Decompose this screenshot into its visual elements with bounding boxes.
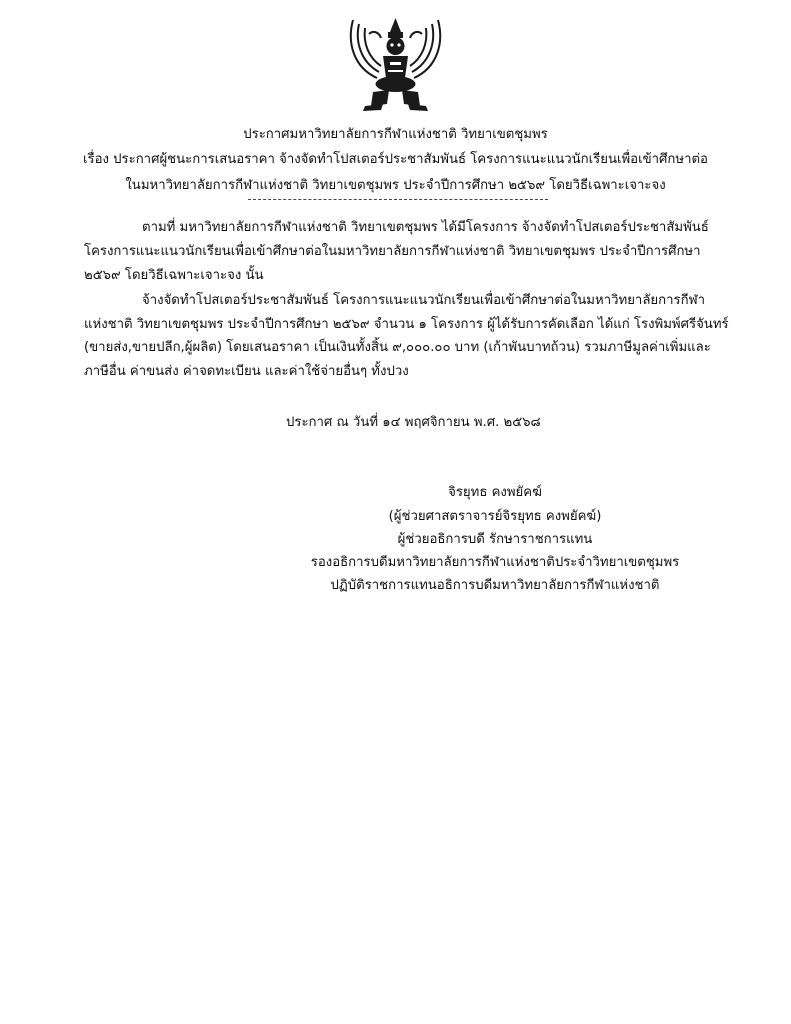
title-divider (248, 199, 548, 200)
announcement-date: ประกาศ ณ วันที่ ๑๔ พฤศจิกายน พ.ศ. ๒๕๖๘ (286, 415, 541, 430)
paragraph2-line4: ภาษีอื่น ค่าขนส่ง ค่าจดทะเบียน และค่าใช้จ่ายอื่นๆ ทั้งปวง (84, 364, 409, 379)
paragraph2-line1: จ้างจัดทำโปสเตอร์ประชาสัมพันธ์ โครงการแนะแนวนักเรียนเพื่อเข้าศึกษาต่อในมหาวิทยาลัยการกีฬา (142, 293, 706, 308)
subject-line-1: เรื่อง ประกาศผู้ชนะการเสนอราคา จ้างจัดทำโปสเตอร์ประชาสัมพันธ์ โครงการแนะแนวนักเรียนเพื่อเข้าศึกษาต่อ (83, 152, 708, 167)
garuda-emblem-icon (343, 12, 448, 117)
signer-position-3: ปฏิบัติราชการแทนอธิการบดีมหาวิทยาลัยการกีฬาแห่งชาติ (330, 578, 660, 593)
signer-position-1: ผู้ช่วยอธิการบดี รักษาราชการแทน (397, 532, 593, 547)
paragraph2-line2: แห่งชาติ วิทยาเขตชุมพร ประจำปีการศึกษา ๒๕๖๙ จำนวน ๑ โครงการ ผู้ได้รับการคัดเลือก ได้แก่ โรงพิมพ์ศรีจันทร์ (84, 317, 729, 332)
announcement-title: ประกาศมหาวิทยาลัยการกีฬาแห่งชาติ วิทยาเขตชุมพร (243, 127, 548, 142)
signer-position-2: รองอธิการบดีมหาวิทยาลัยการกีฬาแห่งชาติประจำวิทยาเขตชุมพร (310, 555, 680, 570)
paragraph1-line2: โครงการแนะแนวนักเรียนเพื่อเข้าศึกษาต่อในมหาวิทยาลัยการกีฬาแห่งชาติ วิทยาเขตชุมพร ประจำปีการศึกษา (84, 244, 701, 259)
paragraph2-line3: (ขายส่ง,ขายปลีก,ผู้ผลิต) โดยเสนอราคา เป็นเงินทั้งสิ้น ๙,๐๐๐.๐๐ บาท (เก้าพันบาทถ้วน) รวมภาษีมูลค่าเพิ่มและ (84, 340, 711, 355)
paragraph1-line3: ๒๕๖๙ โดยวิธีเฉพาะเจาะจง นั้น (84, 268, 264, 283)
subject-line-2: ในมหาวิทยาลัยการกีฬาแห่งชาติ วิทยาเขตชุมพร ประจำปีการศึกษา ๒๕๖๙ โดยวิธีเฉพาะเจาะจง (125, 178, 666, 193)
signer-full-name: (ผู้ช่วยศาสตราจารย์จิรยุทธ คงพยัคฆ์) (388, 509, 602, 524)
paragraph1-line1: ตามที่ มหาวิทยาลัยการกีฬาแห่งชาติ วิทยาเขตชุมพร ได้มีโครงการ จ้างจัดทำโปสเตอร์ประชาสัมพันธ์ (142, 220, 709, 235)
signer-name: จิรยุทธ คงพยัคฆ์ (448, 485, 542, 500)
